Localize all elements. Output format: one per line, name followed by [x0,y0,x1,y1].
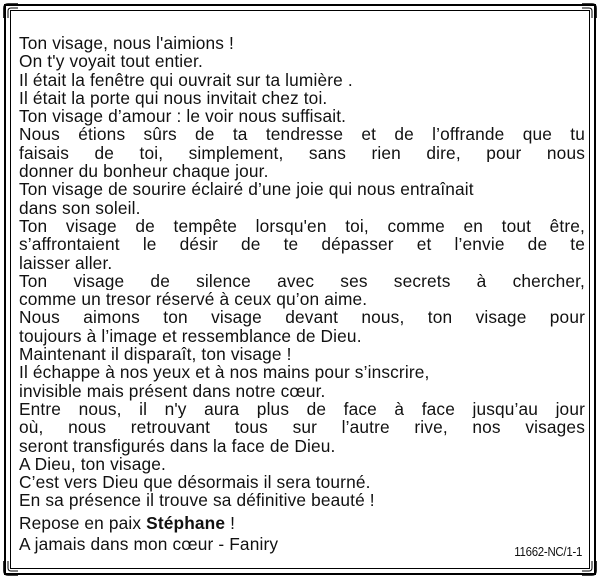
poem-line: seront transfigurés dans la face de Dieu. [19,435,336,456]
poem-line: Maintenant il disparaît, ton visage ! [19,344,292,365]
poem-line: Il échappe à nos yeux et à nos mains pour s’inscrire, [19,362,430,383]
rest-in-peace-suffix: ! [225,512,236,533]
poem-line: où, nous retrouvant tous sur l’autre rive, nos visages [19,418,585,437]
poem-line: Il était la fenêtre qui ouvrait sur ta lumière . [19,69,353,90]
poem-line: comme un tresor réservé à ceux qu’on aime. [19,289,368,310]
poem-line: Ton visage de silence avec ses secrets à chercher, [19,271,585,291]
poem-line: faisais de toi, simplement, sans rien dire, pour nous [19,143,585,163]
poem-line: Ton visage de sourire éclairé d’une joie qui nous entraînait [19,179,474,200]
poem-line: invisible mais présent dans notre cœur. [19,380,326,401]
corner-ornament-icon [2,559,20,577]
poem-line: s’affrontaient le désir de te dépasser et l’envie de te [19,235,585,254]
corner-ornament-icon [2,2,20,20]
deceased-name: Stéphane [146,512,226,533]
poem-line: Ton visage de tempête lorsqu'en toi, comme en tout être, [19,216,585,236]
poem-line: Ton visage, nous l'aimions ! [19,33,234,53]
poem-line: Ton visage d’amour : le voir nous suffisait. [19,106,347,127]
rest-in-peace-prefix: Repose en paix [19,512,147,533]
reference-code: 11662-NC/1-1 [514,544,582,559]
poem-line: toujours à l’image et ressemblance de Dieu. [19,325,362,346]
rest-in-peace-line [19,514,585,532]
corner-ornament-icon [580,559,598,577]
poem-line: En sa présence il trouve sa définitive beauté ! [19,490,375,511]
poem-line: dans son soleil. [19,197,141,218]
poem-line: donner du bonheur chaque jour. [19,161,269,182]
poem-line: Nous étions sûrs de ta tendresse et de l’offrande que tu [19,125,585,144]
poem-line: Entre nous, il n'y aura plus de face à face jusqu’au jour [19,399,585,419]
poem-line: A Dieu, ton visage. [19,453,166,474]
poem-line: On t'y voyait tout entier. [19,51,203,72]
poem-line: Il était la porte qui nous invitait chez toi. [19,87,328,108]
corner-ornament-icon [580,2,598,20]
poem-line: Nous aimons ton visage devant nous, ton visage pour [19,308,585,327]
signature-line: A jamais dans mon cœur - Faniry [19,534,279,555]
poem-line: C’est vers Dieu que désormais il sera tourné. [19,472,371,493]
poem-text [19,34,585,553]
poem-line: laisser aller. [19,252,113,273]
